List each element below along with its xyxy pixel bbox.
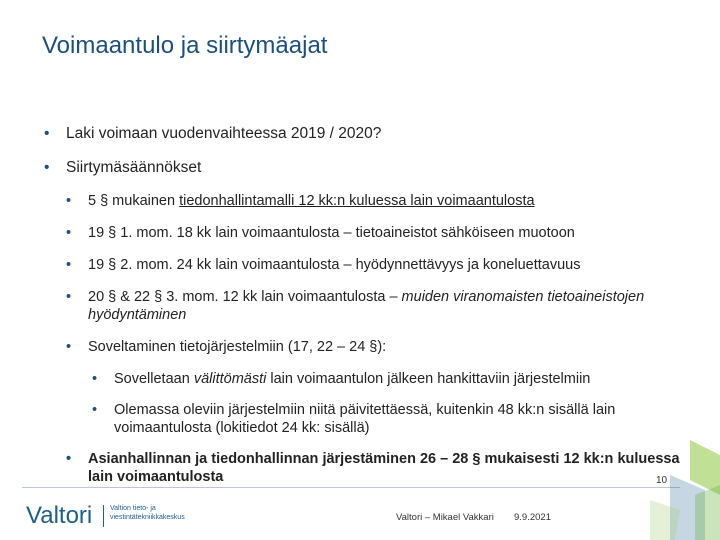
bullet-marker: • xyxy=(66,289,72,305)
logo-subtitle xyxy=(110,504,185,522)
bullet-marker: • xyxy=(66,339,72,355)
valtori-logo: Valtori xyxy=(26,502,93,529)
logo-separator xyxy=(103,505,104,527)
bullet-list xyxy=(40,124,690,486)
slide-content xyxy=(40,124,690,500)
bullet-marker: • xyxy=(92,371,98,387)
bullet-text: Siirtymäsäännökset xyxy=(66,159,202,176)
footer-author: Valtori – Mikael Vakkari xyxy=(396,512,494,523)
bullet-marker: • xyxy=(92,402,98,418)
bullet-text: 19 § 1. mom. 18 kk lain voimaantulosta – tietoaineistot sähköiseen muotoon xyxy=(88,225,575,241)
bullet-marker: • xyxy=(66,193,72,209)
bullet-text: 20 § & 22 § 3. mom. 12 kk lain voimaantulosta – xyxy=(88,289,402,305)
logo-subtitle-line: viestintätekniikkakeskus xyxy=(110,514,185,521)
bullet-text: Sovelletaan xyxy=(114,371,194,387)
bullet-underlined-text: tiedonhallintamalli 12 kk:n kuluessa lain voimaantulosta xyxy=(179,193,535,209)
bullet-marker: • xyxy=(44,125,50,142)
bullet-marker: • xyxy=(66,257,72,273)
sub-bullet-item xyxy=(40,224,690,242)
sub-bullet-item xyxy=(40,192,690,210)
bullet-text: Soveltaminen tietojärjestelmiin (17, 22 – 24 §): xyxy=(88,339,387,355)
bullet-text: Asianhallinnan ja tiedonhallinnan järjestäminen 26 – 28 § mukaisesti 12 kk:n kuluessa lain voimaantulosta xyxy=(88,451,680,485)
slide-title: Voimaantulo ja siirtymäajat xyxy=(42,32,328,59)
sub-sub-bullet-item xyxy=(40,401,690,437)
sub-bullet-item xyxy=(40,338,690,356)
bullet-marker: • xyxy=(66,451,72,467)
bullet-text: lain voimaantulon jälkeen hankittaviin järjestelmiin xyxy=(266,371,591,387)
bullet-text: Olemassa oleviin järjestelmiin niitä päivitettäessä, kuitenkin 48 kk:n sisällä lain voimaantulosta (lokitiedot 24 kk: sisällä) xyxy=(114,402,616,436)
logo-subtitle-line: Valtion tieto- ja xyxy=(110,505,156,512)
bullet-text: 5 § mukainen xyxy=(88,193,180,209)
sub-bullet-item xyxy=(40,256,690,274)
bullet-italic-text: muiden viranomaisten tietoaineistojen hyödyntäminen xyxy=(88,289,645,323)
page-number: 10 xyxy=(656,475,668,486)
decorative-shapes-graphic xyxy=(650,440,720,540)
bullet-marker: • xyxy=(44,159,50,176)
sub-bullet-item xyxy=(40,288,690,324)
bullet-item xyxy=(40,158,690,178)
footer-divider xyxy=(22,487,680,488)
sub-bullet-item xyxy=(40,450,690,486)
bullet-text: Laki voimaan vuodenvaihteessa 2019 / 2020? xyxy=(66,125,382,142)
bullet-item xyxy=(40,124,690,144)
sub-sub-bullet-item xyxy=(40,370,690,388)
bullet-marker: • xyxy=(66,225,72,241)
footer-date: 9.9.2021 xyxy=(514,512,551,523)
bullet-italic-text: välittömästi xyxy=(193,371,267,387)
bullet-text: 19 § 2. mom. 24 kk lain voimaantulosta – hyödynnettävyys ja koneluettavuus xyxy=(88,257,581,273)
